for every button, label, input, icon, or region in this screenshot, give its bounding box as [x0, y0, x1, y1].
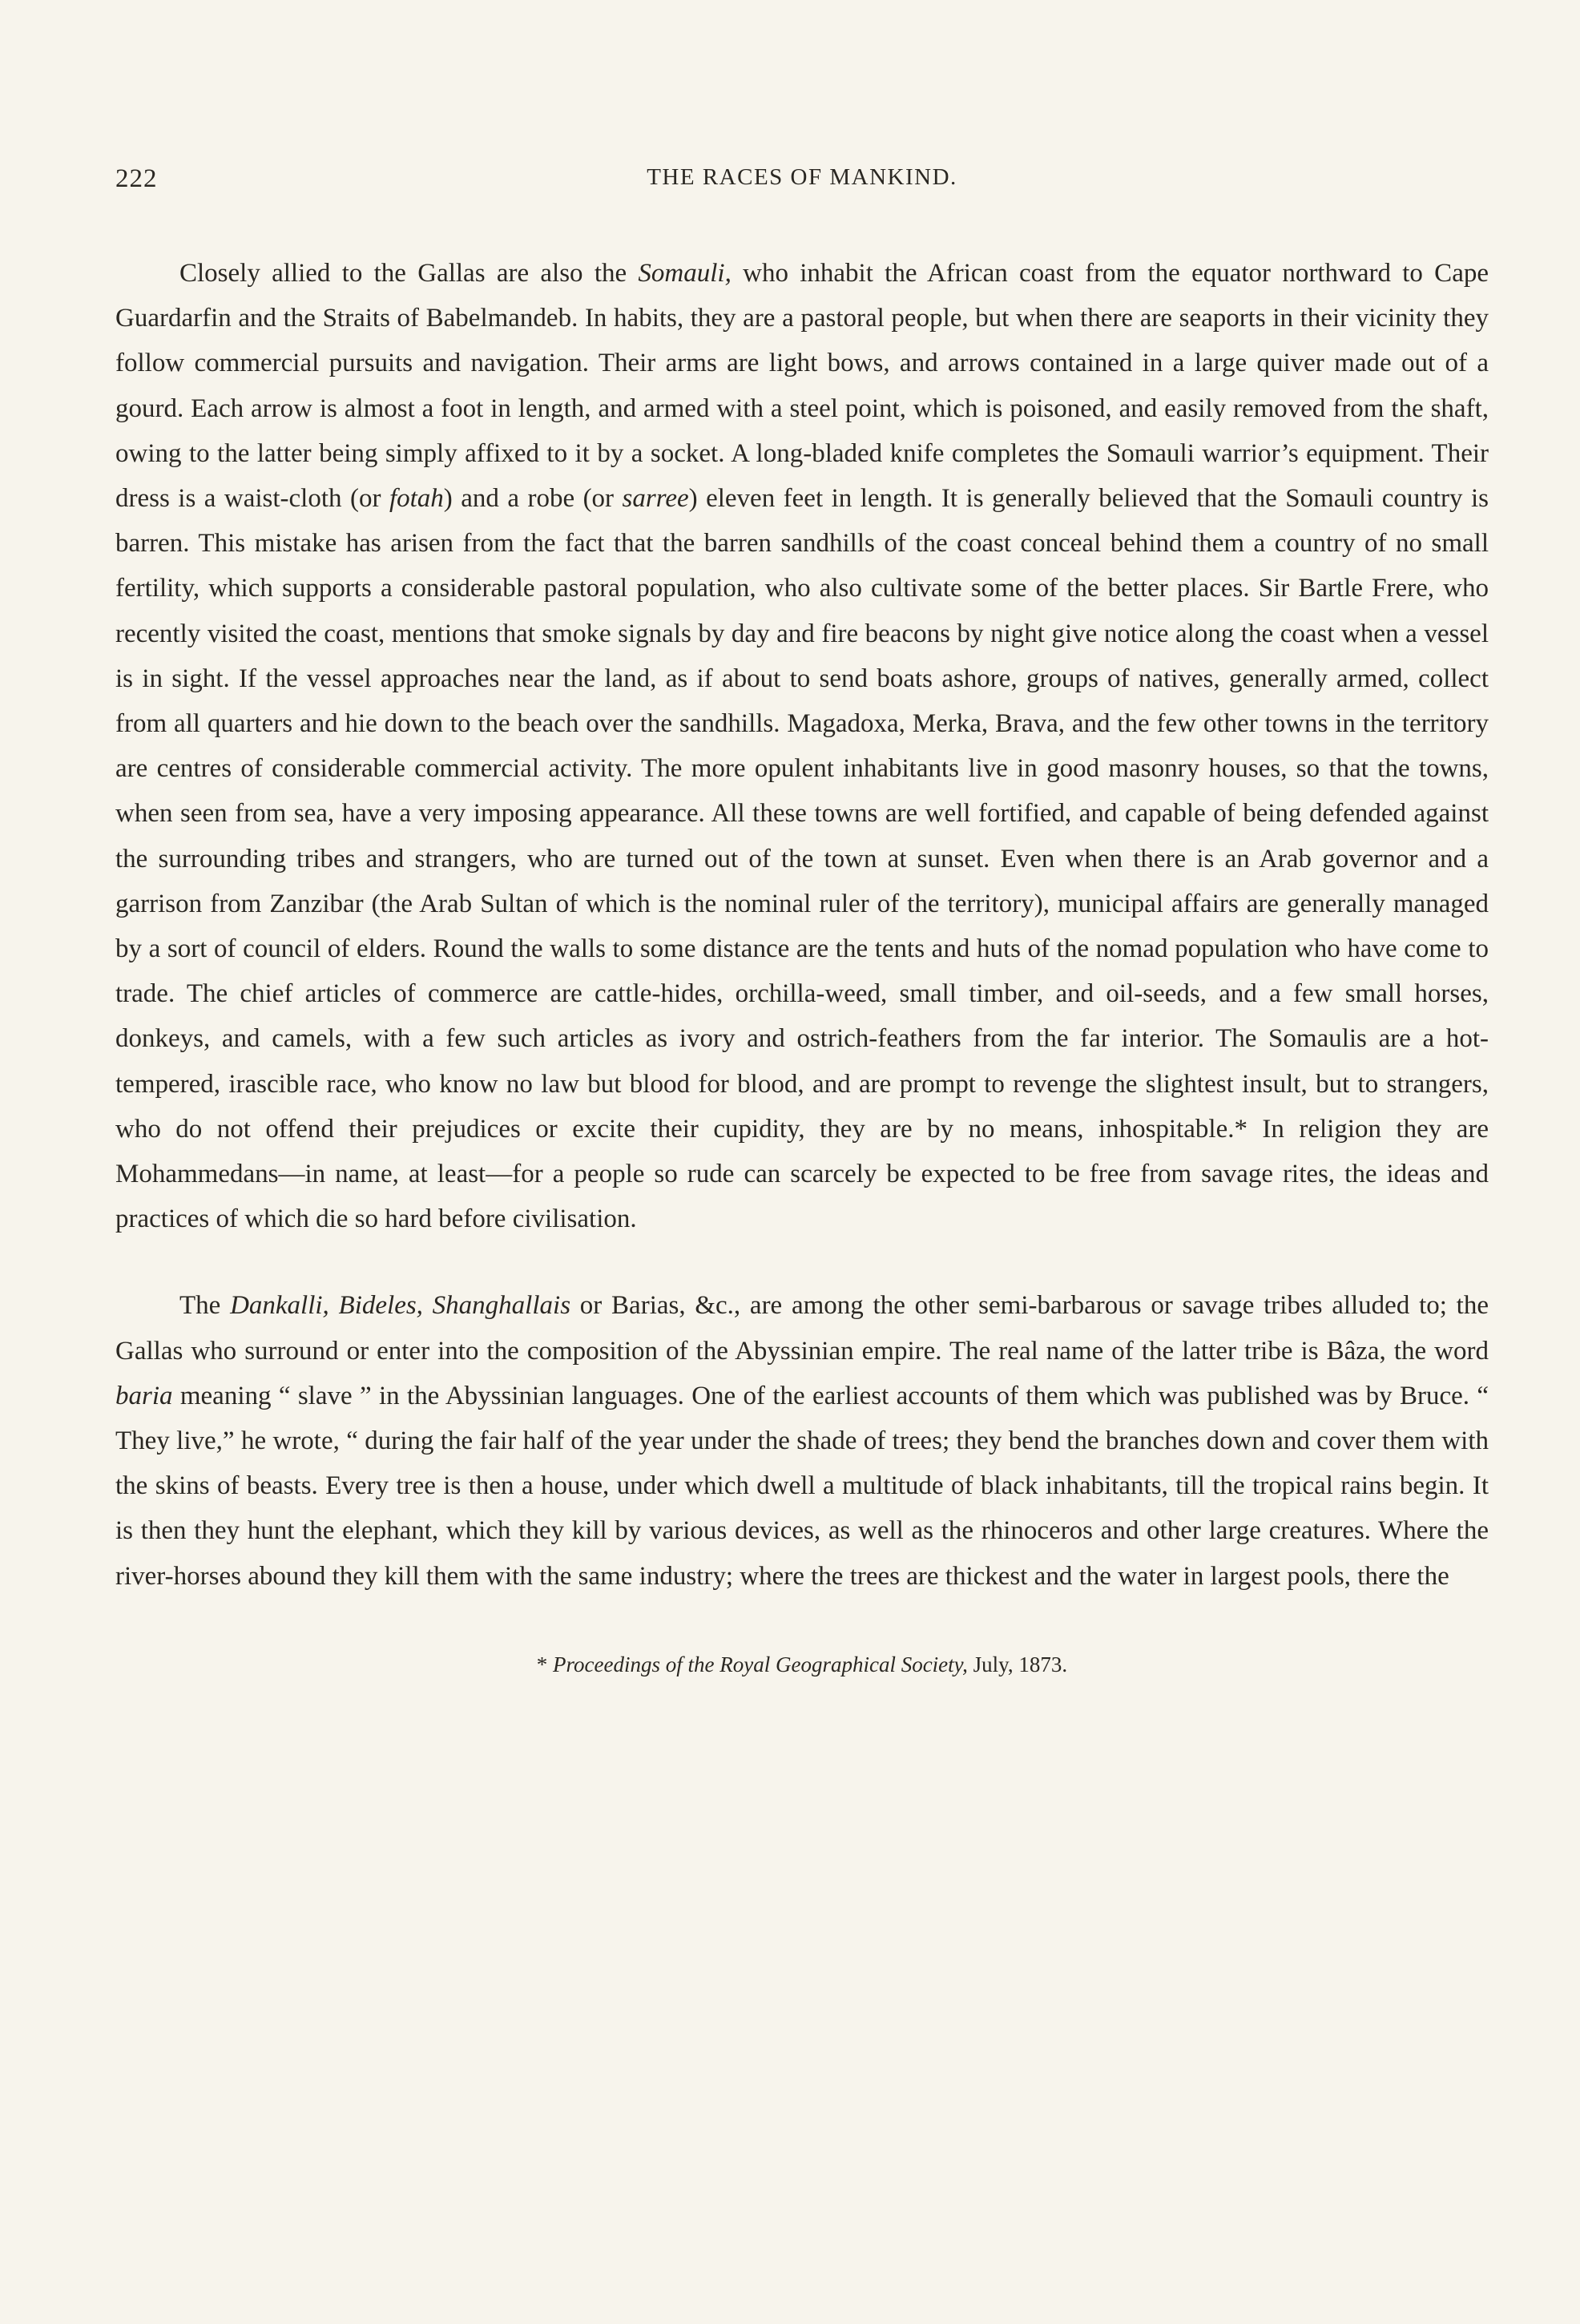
italic-term: baria — [115, 1381, 173, 1410]
page-number: 222 — [115, 164, 158, 193]
book-page — [115, 164, 1489, 1680]
italic-term: Dankalli, Bideles, Shanghallais — [230, 1291, 571, 1321]
text-run: ) eleven feet in length. It is generally believed that the Somauli country is barren. This mistake has arisen from the fact that the barren sandhills of the coast conceal behind them a country of no small fertility, which supports a considerable pastoral population, who also cultivate some of the better places. Sir Bartle Frere, who recently visited the coast, mentions that smoke signals by day and fire beacons by night give notice along the coast when a vessel is in sight. If the vessel approaches near the land, as if about to send boats ashore, groups of natives, generally armed, collect from all quarters and hie down to the beach over the sandhills. Magadoxa, Merka, Brava, and the few other towns in the territory are centres of considerable commercial activity. The more opulent inhabitants live in good masonry houses, so that the towns, when seen from sea, have a very imposing appearance. All these towns are well fortified, and capable of being defended against the surrounding tribes and strangers, who are turned out of the town at sunset. Even when there is an Arab governor and a garrison from Zanzibar (the Arab Sultan of which is the nominal ruler of the territory), municipal affairs are generally managed by a sort of council of elders. Round the walls to some distance are the tents and huts of the nomad population who have come to trade. The chief articles of commerce are cattle-hides, orchilla-weed, small timber, and oil-seeds, and a few small horses, donkeys, and camels, with a few such articles as ivory and ostrich-feathers from the far interior. The Somaulis are a hot-tempered, irascible race, who know no law but blood for blood, and are prompt to revenge the slightest insult, but to strangers, who do not offend their prejudices or excite their cupidity, they are by no means, inhospitable.* In religion they are Mohammedans—in name, at least—for a people so rude can scarcely be expected to be free from savage rites, the ideas and practices of which die so hard before civilisation. — [115, 484, 1489, 1234]
italic-term: sarree — [622, 484, 689, 514]
footnote-source: Proceedings of the Royal Geographical Society, — [553, 1652, 968, 1676]
paragraph-dankalli — [115, 1283, 1489, 1598]
running-head — [115, 164, 1489, 212]
text-run: Closely allied to the Gallas are also the — [179, 259, 639, 288]
running-title: THE RACES OF MANKIND. — [647, 164, 957, 190]
italic-term: fotah — [389, 484, 444, 514]
text-run: meaning “ slave ” in the Abyssinian languages. One of the earliest accounts of them which was published was by Bruce. “ They live,” he wrote, “ during the fair half of the year under the shade of trees; they bend the branches down and cover them with the skins of beasts. Every tree is then a house, under which dwell a multitude of black inhabitants, till the tropical rains begin. It is then they hunt the elephant, which they kill by various devices, as well as the rhinoceros and other large creatures. Where the river-horses abound they kill them with the same industry; where the trees are thickest and the water in largest pools, there the — [115, 1381, 1489, 1591]
italic-term: Somauli, — [638, 259, 732, 288]
text-run: The — [179, 1291, 231, 1321]
text-run: ) and a robe (or — [443, 484, 623, 514]
text-run: or Barias, &c., are among the other semi-barbarous or savage tribes alluded to; the Gallas who surround or enter into the composition of the Abyssinian empire. The real name of the latter tribe is Bâza, the word — [115, 1291, 1489, 1366]
footnote — [115, 1648, 1489, 1680]
paragraph-somauli — [115, 251, 1489, 1241]
footnote-marker: * — [536, 1652, 554, 1676]
footnote-date: July, 1873. — [967, 1652, 1068, 1676]
text-run: who inhabit the African coast from the equator northward to Cape Guardarfin and the Straits of Babelmandeb. In habits, they are a pastoral people, but when there are seaports in their vicinity they follow commercial pursuits and navigation. Their arms are light bows, and arrows contained in a large quiver made out of a gourd. Each arrow is almost a foot in length, and armed with a steel point, which is poisoned, and easily removed from the shaft, owing to the latter being simply affixed to it by a socket. A long-bladed knife completes the Somauli warrior’s equipment. Their dress is a waist-cloth (or — [115, 259, 1489, 514]
